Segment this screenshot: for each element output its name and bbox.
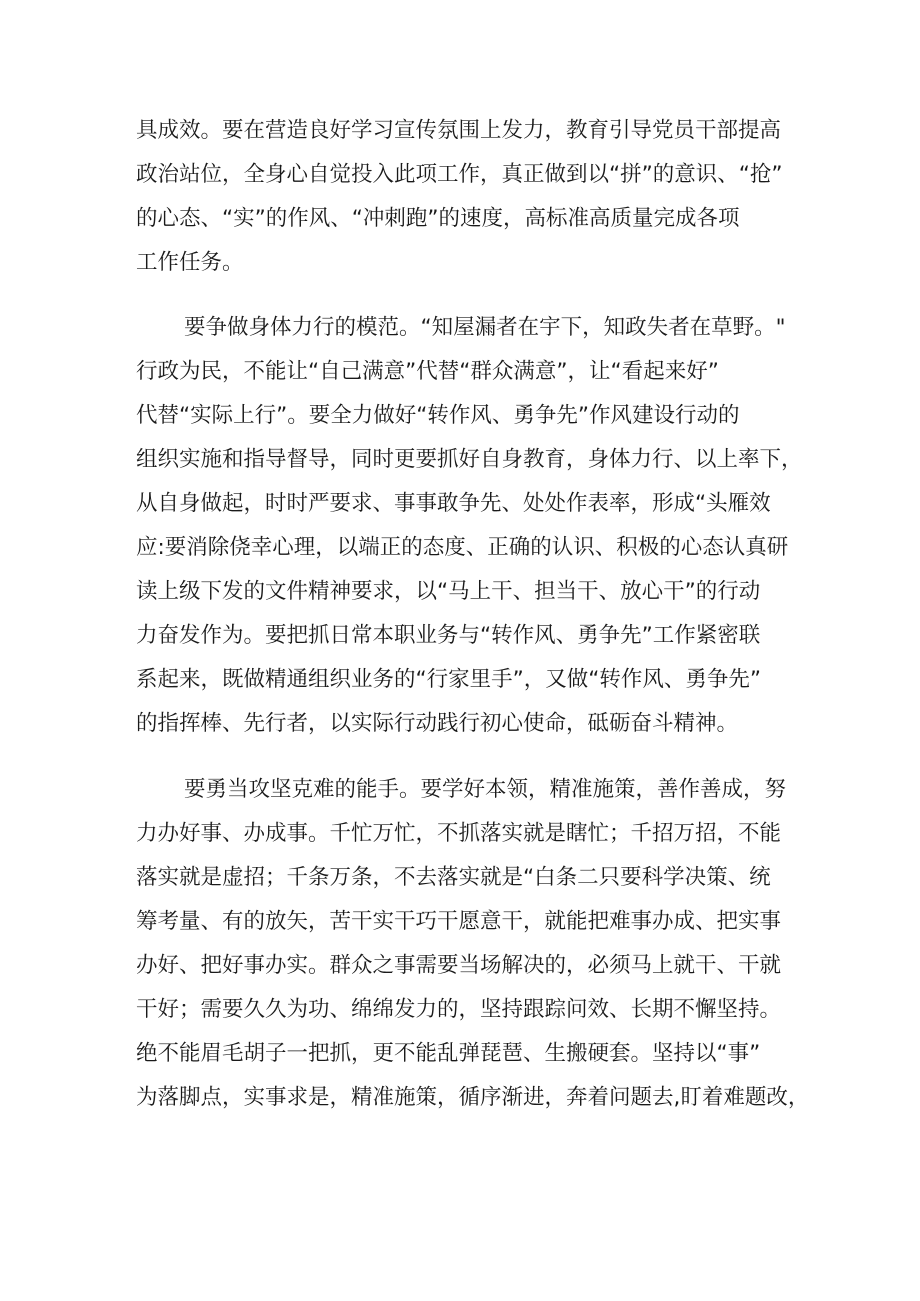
text-line: 力奋发作为。要把抓日常本职业务与“转作风、勇争先”工作紧密联 — [136, 623, 761, 648]
text-line: 办好、把好事办实。群众之事需要当场解决的，必须马上就干、干就 — [136, 953, 782, 978]
text-line: 落实就是虚招；千条万条，不去落实就是“白条二只要科学决策、统 — [136, 865, 771, 890]
text-line: 绝不能眉毛胡子一把抓，更不能乱弹琵琶、生搬硬套。坚持以“事” — [136, 1041, 761, 1066]
text-line: 代替“实际上行”。要全力做好“转作风、勇争先”作风建设行动的 — [136, 403, 740, 428]
text-line: 组织实施和指导督导，同时更要抓好自身教育，身体力行、以上率下， — [136, 447, 803, 472]
text-line: 要争做身体力行的模范。“知屋漏者在宇下，知政失者在草野。" — [184, 315, 786, 340]
text-line: 系起来，既做精通组织业务的“行家里手”，又做“转作风、勇争先” — [136, 667, 762, 692]
text-line: 从自身做起，时时严要求、事事敢争先、处处作表率，形成“头雁效 — [136, 491, 771, 516]
text-line: 具成效。要在营造良好学习宣传氛围上发力，教育引导党员干部提高 — [136, 118, 782, 143]
text-line: 干好；需要久久为功、绵绵发力的，坚持跟踪问效、长期不懈坚持。 — [136, 997, 782, 1022]
text-line: 筹考量、有的放矢，苦干实干巧干愿意干，就能把难事办成、把实事 — [136, 909, 782, 934]
text-line: 政治站位，全身心自觉投入此项工作，真正做到以“拼”的意识、“抢” — [136, 162, 783, 187]
text-line: 工作任务。 — [136, 250, 244, 275]
text-line: 的心态、“实”的作风、“冲刺跑”的速度，高标准高质量完成各项 — [136, 206, 740, 231]
text-line: 行政为民，不能让“自己满意”代替“群众满意”，让“看起来好” — [136, 359, 719, 384]
text-line: 读上级下发的文件精神要求，以“马上干、担当干、放心干”的行动 — [136, 579, 761, 604]
text-line: 力办好事、办成事。千忙万忙，不抓落实就是瞎忙；千招万招，不能 — [136, 821, 782, 846]
text-line: 为落脚点，实事求是，精准施策，循序渐进，奔着问题去,盯着难题改， — [136, 1085, 810, 1110]
text-line: 应:要消除侥幸心理，以端正的态度、正确的认识、积极的心态认真研 — [136, 535, 789, 560]
text-line: 的指挥棒、先行者，以实际行动践行初心使命，砥砺奋斗精神。 — [136, 711, 739, 736]
text-line: 要勇当攻坚克难的能手。要学好本领，精准施策，善作善成，努 — [184, 777, 787, 802]
